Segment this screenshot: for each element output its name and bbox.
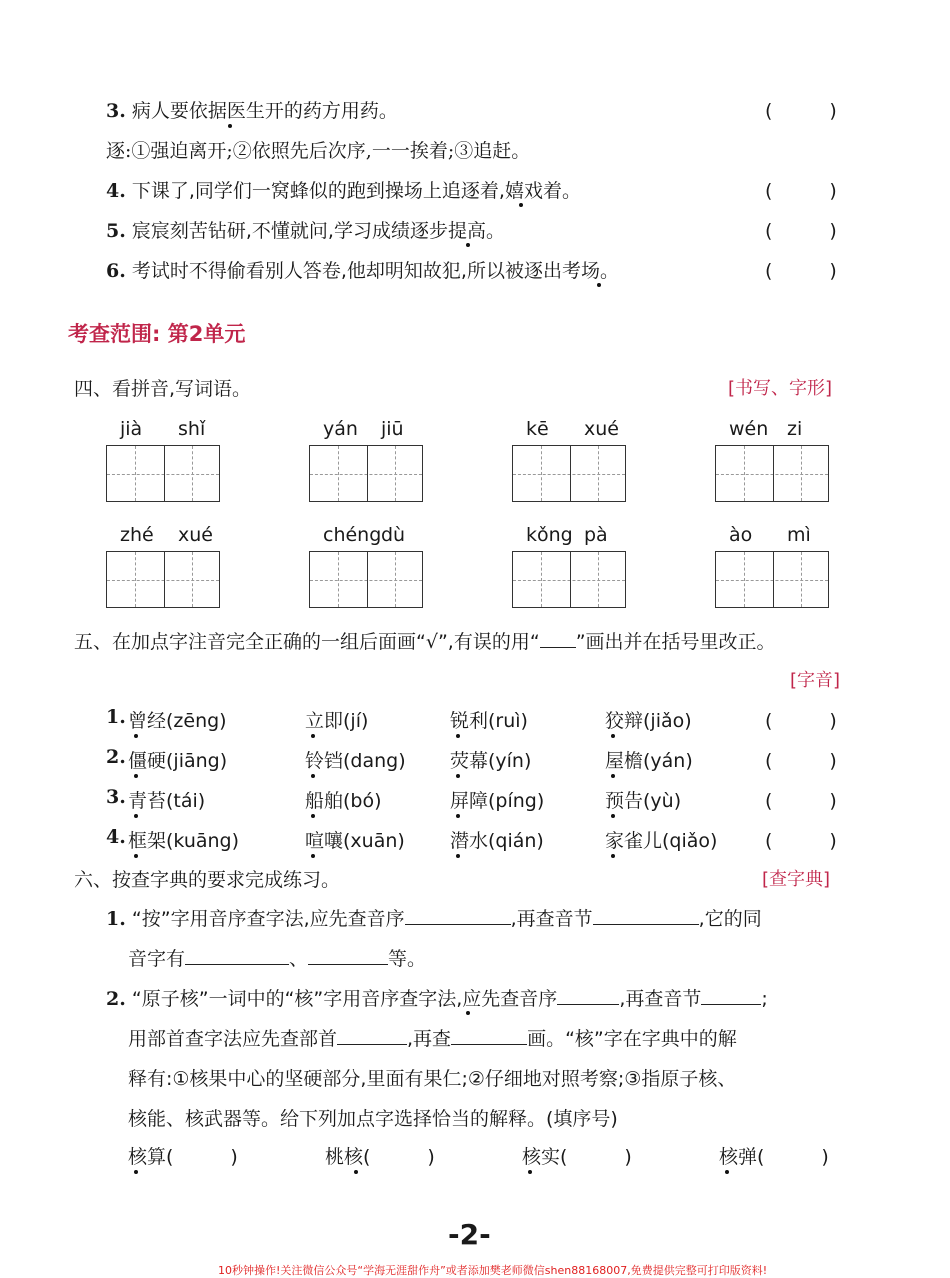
emphasis-dot — [311, 814, 315, 818]
answer-blank[interactable] — [308, 946, 388, 965]
word-with-pinyin: 预告(yù) — [605, 790, 682, 812]
grid-divider — [164, 552, 165, 607]
answer-paren-6[interactable]: ( ) — [765, 260, 837, 282]
grid-guide — [598, 552, 599, 607]
emphasis-dot — [611, 854, 615, 858]
pinyin-label: zhé — [120, 524, 154, 546]
writing-grid-box[interactable] — [106, 445, 220, 502]
q6-tag: [查字典] — [762, 869, 831, 890]
answer-blank[interactable] — [451, 1026, 527, 1045]
q6-item-2: 2. “原子核”一词中的“核”字用音序查字法,应先查音序 ,再查音节 ; — [106, 988, 768, 1010]
grid-guide — [338, 552, 339, 607]
writing-grid-box[interactable] — [512, 551, 626, 608]
q5-tag: [字音] — [790, 670, 841, 691]
answer-blank[interactable] — [405, 906, 511, 925]
choice-3[interactable]: 核实( ) — [522, 1146, 632, 1168]
pinyin-label: jiū — [381, 418, 404, 440]
answer-paren[interactable]: ( ) — [765, 790, 837, 812]
emphasis-dot — [466, 243, 470, 247]
emphasis-dot — [466, 1011, 470, 1015]
underline-sample — [540, 629, 576, 648]
grid-guide — [801, 552, 802, 607]
grid-guide — [338, 446, 339, 501]
writing-grid-box[interactable] — [309, 445, 423, 502]
item-4: 4. 下课了,同学们一窝蜂似的跑到操场上追逐着,嬉戏着。 — [106, 180, 581, 202]
answer-blank[interactable] — [337, 1026, 407, 1045]
q5-row-number: 4. — [106, 826, 126, 848]
emphasis-dot — [311, 854, 315, 858]
word-with-pinyin: 屏障(píng) — [450, 790, 545, 812]
grid-guide — [192, 446, 193, 501]
grid-guide — [541, 552, 542, 607]
grid-divider — [570, 446, 571, 501]
pinyin-label: xué — [584, 418, 619, 440]
answer-blank[interactable] — [557, 986, 619, 1005]
q5-heading: 五、在加点字注音完全正确的一组后面画“√”,有误的用“ ”画出并在括号里改正。 — [74, 631, 776, 653]
grid-guide — [395, 446, 396, 501]
q5-row-number: 1. — [106, 706, 126, 728]
word-with-pinyin: 荧幕(yín) — [450, 750, 532, 772]
q6-item-1: 1. “按”字用音序查字法,应先查音序 ,再查音节 ,它的同 — [106, 908, 762, 930]
emphasis-dot — [456, 854, 460, 858]
item-5: 5. 宸宸刻苦钻研,不懂就问,学习成绩逐步提高。 — [106, 220, 505, 242]
emphasis-dot — [354, 1170, 358, 1174]
grid-divider — [773, 552, 774, 607]
grid-guide — [310, 474, 422, 475]
emphasis-dot — [611, 814, 615, 818]
emphasis-dot — [134, 814, 138, 818]
item-6: 6. 考试时不得偷看别人答卷,他却明知故犯,所以被逐出考场。 — [106, 260, 619, 282]
writing-grid-box[interactable] — [309, 551, 423, 608]
emphasis-dot — [456, 814, 460, 818]
word-with-pinyin: 潜水(qián) — [450, 830, 544, 852]
q5-row-number: 2. — [106, 746, 126, 768]
grid-guide — [801, 446, 802, 501]
emphasis-dot — [519, 203, 523, 207]
emphasis-dot — [134, 1170, 138, 1174]
pinyin-label: jià — [120, 418, 143, 440]
grid-guide — [310, 580, 422, 581]
emphasis-dot — [134, 774, 138, 778]
grid-guide — [135, 446, 136, 501]
writing-grid-box[interactable] — [512, 445, 626, 502]
emphasis-dot — [134, 734, 138, 738]
writing-grid-box[interactable] — [715, 445, 829, 502]
item-3: 3. 病人要依据医生开的药方用药。 — [106, 100, 398, 122]
emphasis-dot — [311, 734, 315, 738]
word-with-pinyin: 曾经(zēng) — [128, 710, 227, 732]
answer-paren[interactable]: ( ) — [765, 750, 837, 772]
answer-paren-4[interactable]: ( ) — [765, 180, 837, 202]
choice-2[interactable]: 桃核( ) — [325, 1146, 435, 1168]
word-with-pinyin: 锐利(ruì) — [450, 710, 528, 732]
q6-item-2-line3: 释有:①核果中心的坚硬部分,里面有果仁;②仔细地对照考察;③指原子核、 — [128, 1068, 737, 1090]
emphasis-dot — [597, 283, 601, 287]
grid-divider — [570, 552, 571, 607]
emphasis-dot — [528, 1170, 532, 1174]
pinyin-label: wén — [729, 418, 769, 440]
q5-row-number: 3. — [106, 786, 126, 808]
choice-1[interactable]: 核算( ) — [128, 1146, 238, 1168]
answer-paren[interactable]: ( ) — [765, 710, 837, 732]
choice-4[interactable]: 核弹( ) — [719, 1146, 829, 1168]
word-with-pinyin: 青苔(tái) — [128, 790, 206, 812]
grid-guide — [744, 446, 745, 501]
grid-divider — [164, 446, 165, 501]
grid-divider — [367, 446, 368, 501]
grid-guide — [716, 580, 828, 581]
answer-paren-3[interactable]: ( ) — [765, 100, 837, 122]
grid-guide — [135, 552, 136, 607]
grid-guide — [541, 446, 542, 501]
pinyin-label: shǐ — [178, 418, 206, 440]
grid-guide — [107, 580, 219, 581]
grid-guide — [513, 580, 625, 581]
word-with-pinyin: 狡辩(jiǎo) — [605, 710, 692, 732]
q4-tag: [书写、字形] — [728, 378, 833, 399]
word-with-pinyin: 立即(jí) — [305, 710, 369, 732]
answer-blank[interactable] — [593, 906, 699, 925]
grid-divider — [367, 552, 368, 607]
grid-guide — [716, 474, 828, 475]
answer-blank[interactable] — [701, 986, 761, 1005]
word-with-pinyin: 框架(kuāng) — [128, 830, 240, 852]
word-with-pinyin: 铃铛(dang) — [305, 750, 406, 772]
pinyin-label: yán — [323, 418, 358, 440]
grid-guide — [598, 446, 599, 501]
pinyin-label: mì — [787, 524, 811, 546]
q4-heading: 四、看拼音,写词语。 — [74, 378, 252, 400]
emphasis-dot — [725, 1170, 729, 1174]
q6-item-1-cont: 音字有 、 等。 — [128, 948, 427, 970]
pinyin-label: kǒng — [526, 524, 573, 546]
grid-guide — [107, 474, 219, 475]
answer-blank[interactable] — [185, 946, 289, 965]
word-with-pinyin: 家雀儿(qiǎo) — [605, 830, 718, 852]
grid-guide — [513, 474, 625, 475]
writing-grid-box[interactable] — [715, 551, 829, 608]
emphasis-dot — [228, 124, 232, 128]
grid-guide — [744, 552, 745, 607]
footer-note: 10秒钟操作!关注微信公众号“学海无涯甜作舟”或者添加樊老师微信shen88168007,免费提供完整可打印版资料! — [218, 1264, 768, 1277]
pinyin-label: pà — [584, 524, 608, 546]
q6-item-2-line2: 用部首查字法应先查部首 ,再查 画。“核”字在字典中的解 — [128, 1028, 737, 1050]
emphasis-dot — [611, 734, 615, 738]
word-with-pinyin: 喧嚷(xuān) — [305, 830, 405, 852]
grid-guide — [192, 552, 193, 607]
pinyin-label: xué — [178, 524, 213, 546]
answer-paren[interactable]: ( ) — [765, 830, 837, 852]
grid-divider — [773, 446, 774, 501]
pinyin-label: chéng — [323, 524, 382, 546]
emphasis-dot — [134, 854, 138, 858]
pinyin-label: ào — [729, 524, 753, 546]
answer-paren-5[interactable]: ( ) — [765, 220, 837, 242]
emphasis-dot — [456, 774, 460, 778]
page-number: -2- — [448, 1218, 491, 1251]
word-with-pinyin: 屋檐(yán) — [605, 750, 693, 772]
q6-heading: 六、按查字典的要求完成练习。 — [74, 869, 341, 891]
emphasis-dot — [311, 774, 315, 778]
pinyin-label: kē — [526, 418, 549, 440]
pinyin-label: zi — [787, 418, 803, 440]
section-title: 考查范围: 第2单元 — [68, 322, 246, 346]
pinyin-label: dù — [381, 524, 406, 546]
definition-zhu: 逐:①强迫离开;②依照先后次序,一一挨着;③追赶。 — [106, 140, 531, 162]
emphasis-dot — [611, 774, 615, 778]
writing-grid-box[interactable] — [106, 551, 220, 608]
emphasis-dot — [456, 734, 460, 738]
q6-item-2-line4: 核能、核武器等。给下列加点字选择恰当的解释。(填序号) — [128, 1108, 618, 1130]
word-with-pinyin: 船舶(bó) — [305, 790, 382, 812]
grid-guide — [395, 552, 396, 607]
word-with-pinyin: 僵硬(jiāng) — [128, 750, 228, 772]
